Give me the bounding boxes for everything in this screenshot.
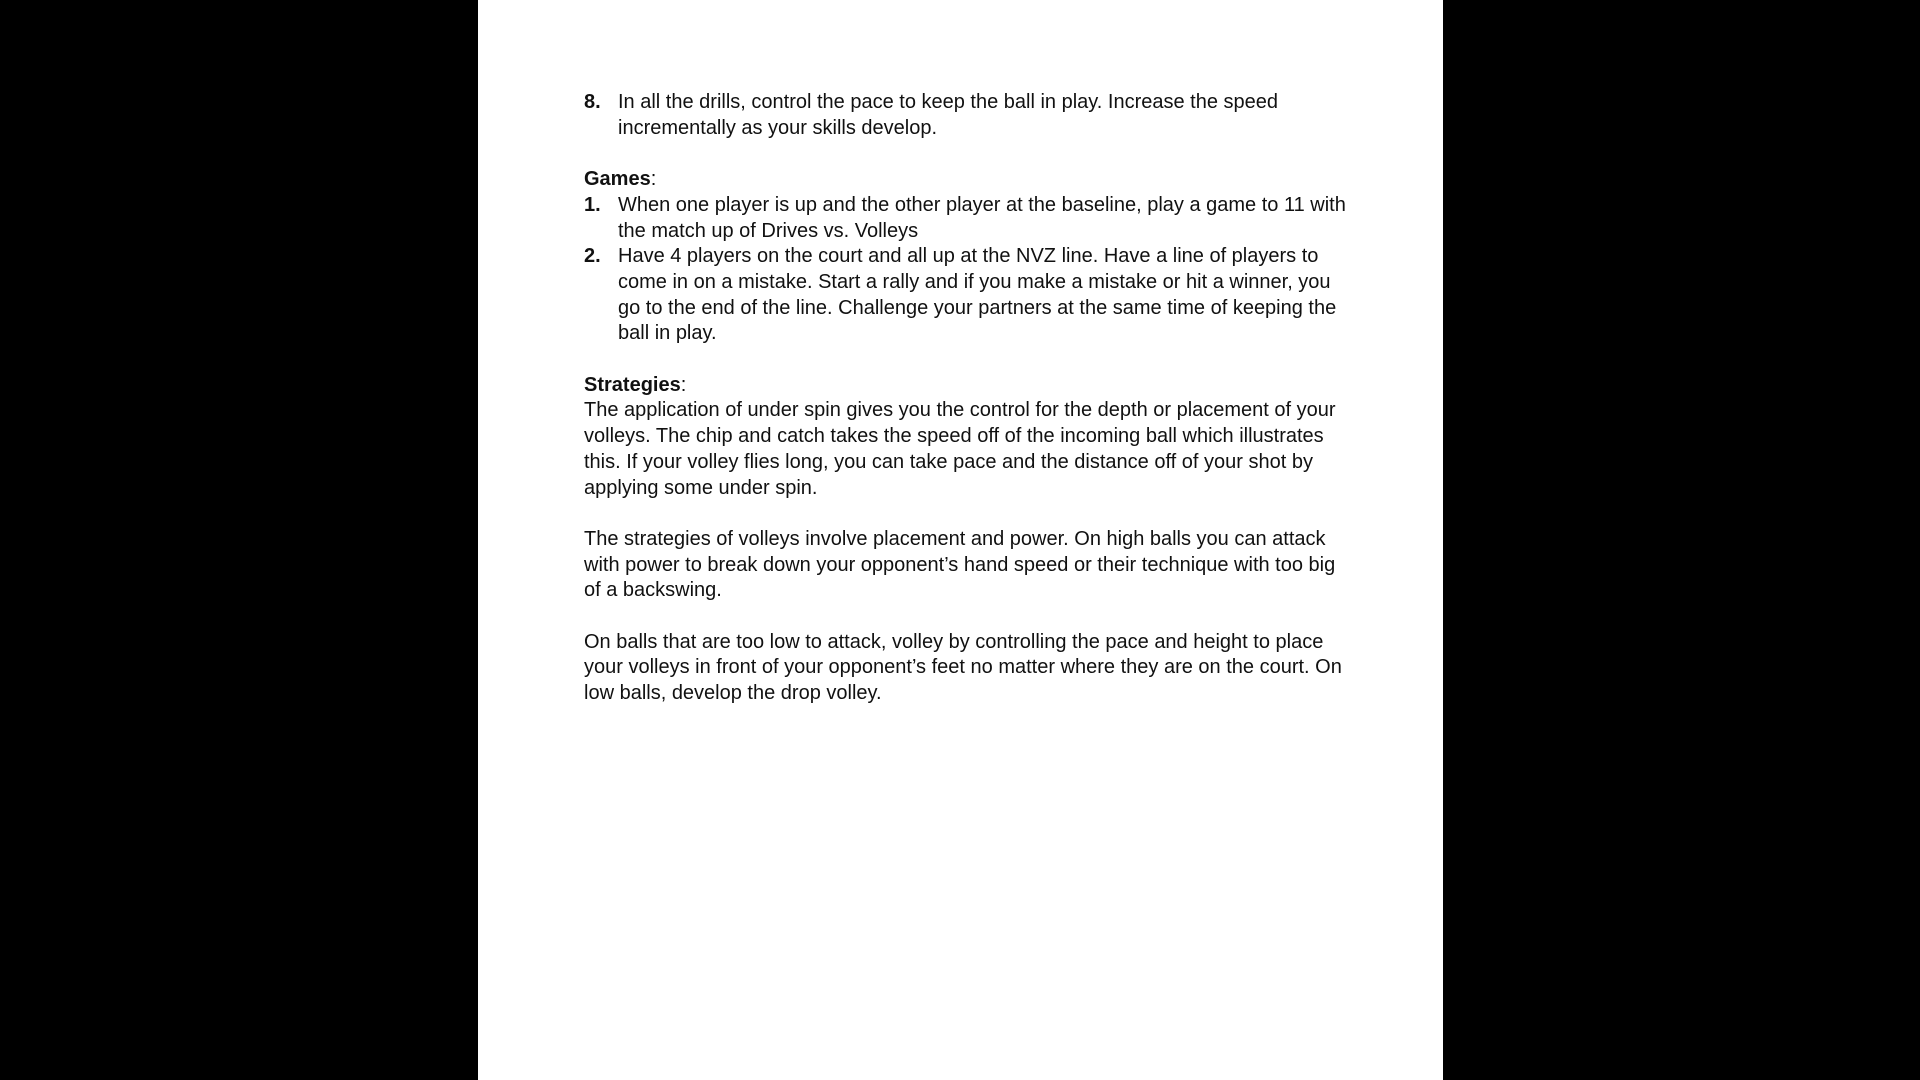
game-item-2 [584, 244, 1354, 347]
strategies-paragraph-2: The strategies of volleys involve placement and power. On high balls you can attack with power to break down your opponent’s hand speed or their technique with too big of a backswing. [584, 527, 1336, 602]
strategies-heading-colon: : [680, 373, 687, 396]
strategies-paragraph-3: On balls that are too low to attack, volley by controlling the pace and height to place your volleys in front of your opponent’s feet no matter where they are on the court. On low balls, develop the drop volley. [584, 630, 1342, 705]
spacer [584, 347, 1354, 373]
list-item-text: When one player is up and the other player at the baseline, play a game to 11 with the match up of Drives vs. Volleys [618, 193, 1346, 242]
drill-item-8 [584, 90, 1354, 141]
strategies-heading-label: Strategies [584, 373, 681, 396]
game-item-1 [584, 193, 1354, 244]
list-number: 8. [584, 91, 601, 113]
games-heading-label: Games [584, 168, 651, 191]
document-page [478, 0, 1443, 1080]
list-item-text: Have 4 players on the court and all up at the NVZ line. Have a line of players to come in on a mistake. Start a rally and if you make a mistake or hit a winner, you go to the end of the line. Challenge your partners at the same time of keeping the ball in play. [618, 245, 1337, 345]
spacer [584, 604, 1354, 630]
games-heading-colon: : [650, 168, 657, 191]
games-heading [584, 167, 1354, 193]
list-number: 2. [584, 245, 601, 268]
list-number: 1. [584, 193, 601, 216]
strategies-paragraph-1: The application of under spin gives you the control for the depth or placement of your volleys. The chip and catch takes the speed off of the incoming ball which illustrates this. If your volley flies long, you can take pace and the distance off of your shot by applying some under spin. [584, 399, 1336, 499]
list-item-text: In all the drills, control the pace to keep the ball in play. Increase the speed incrementally as your skills develop. [618, 91, 1279, 139]
spacer [584, 501, 1354, 527]
page-content [584, 90, 1354, 707]
spacer [584, 141, 1354, 167]
strategies-heading [584, 373, 1354, 399]
